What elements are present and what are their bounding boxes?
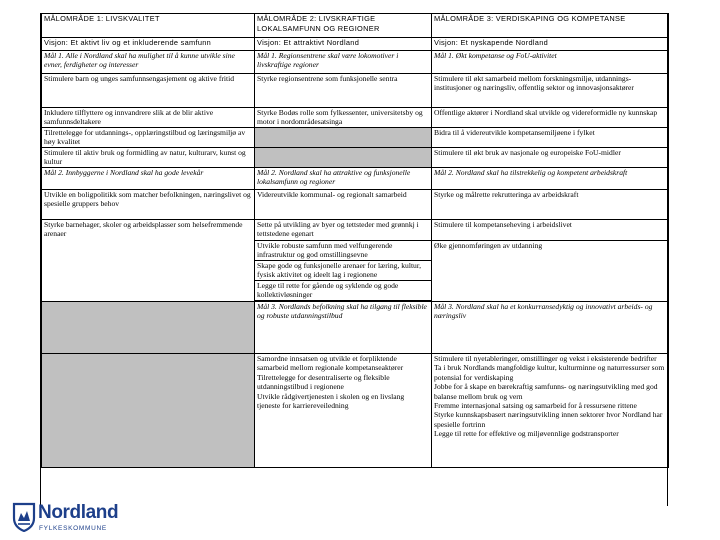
goal3-col3: Mål 3. Nordland skal ha et konkurransedyktig og innovativt arbeids- og næringsliv — [432, 302, 669, 354]
bottom-col3 — [432, 354, 669, 468]
list-item: Styrke kunnskapsbasert næringsutvikling innen sektorer hvor Nordland har spesielle fortrinn — [434, 410, 663, 429]
empty-cell — [255, 128, 432, 148]
table-cell: Styrke og målrette rekrutteringa av arbeidskraft — [432, 190, 669, 220]
goal1-col3: Mål 1. Økt kompetanse og FoU-aktivitet — [432, 51, 669, 74]
list-item: Jobbe for å skape en bærekraftig samfunns- og næringsutvikling med god balanse mellom bruk og vern — [434, 382, 658, 401]
list-item: Fremme internasjonal satsing og samarbeid for å ressursene rittene — [434, 401, 637, 411]
list-item: Samordne innsatsen og utvikle et forpliktende samarbeid mellom regionale kompetanseaktører — [257, 354, 404, 373]
table-cell: Tilrettelegge for utdannings-, opplæringstilbud og læringsmiljø av høy kvalitet — [42, 128, 255, 148]
vision-col2: Visjon: Et attraktivt Nordland — [255, 38, 432, 51]
table-cell: Styrke Bodøs rolle som fylkessenter, universitetsby og motor i nordområdesatsinga — [255, 108, 432, 128]
goal3-col2: Mål 3. Nordlands befolkning skal ha tilgang til fleksible og robuste utdanningstilbud — [255, 302, 432, 354]
goal2-col1: Mål 2. Innbyggerne i Nordland skal ha gode levekår — [42, 168, 255, 190]
table-cell: Stimulere til aktiv bruk og formidling av natur, kulturarv, kunst og kultur — [42, 148, 255, 168]
table-row — [42, 220, 669, 241]
table-cell: Utvikle en boligpolitikk som matcher befolkningen, næringslivet og spesielle gruppers behov — [42, 190, 255, 220]
table-row — [42, 190, 669, 220]
bottom-row — [42, 354, 669, 468]
empty-cell — [42, 354, 255, 468]
table-cell: Bidra til å videreutvikle kompetansemiljøene i fylket — [432, 128, 669, 148]
goal1-col1: Mål 1. Alle i Nordland skal ha mulighet til å kunne utvikle sine evner, ferdigheter og interesser — [42, 51, 255, 74]
logo-name: Nordland — [38, 502, 119, 523]
list-item: Ta i bruk Nordlands mangfoldige kultur, kulturminne og naturressurser som potensial for verdiskaping — [434, 363, 665, 382]
table-cell: Skape gode og funksjonelle arenaer for læring, kultur, fysisk aktivitet og ideelt lag i regionene — [255, 261, 432, 281]
vision-col3: Visjon: Et nyskapende Nordland — [432, 38, 669, 51]
goal3-row — [42, 302, 669, 354]
goal2-col3: Mål 2. Nordland skal ha tilstrekkelig og kompetent arbeidskraft — [432, 168, 669, 190]
vision-row — [42, 38, 669, 51]
goal2-col2: Mål 2. Nordland skal ha attraktive og funksjonelle lokalsamfunn og regioner — [255, 168, 432, 190]
table-cell: Styrke barnehager, skoler og arbeidsplasser som helsefremmende arenaer — [42, 220, 255, 302]
table-row — [42, 128, 669, 148]
table-cell: Utvikle robuste samfunn med velfungerende infrastruktur og god omstillingsevne — [255, 241, 432, 261]
table-cell: Videreutvikle kommunal- og regionalt samarbeid — [255, 190, 432, 220]
goal2-row — [42, 168, 669, 190]
table-row — [42, 148, 669, 168]
table-row — [42, 74, 669, 108]
header-col1: MÅLOMRÅDE 1: LIVSKVALITET — [42, 14, 255, 38]
table-cell: Stimulere til økt bruk av nasjonale og europeiske FoU-midler — [432, 148, 669, 168]
nordland-logo — [12, 500, 142, 538]
table-row — [42, 108, 669, 128]
strategy-table — [41, 13, 669, 468]
table-cell: Stimulere barn og unges samfunnsengasjement og aktive fritid — [42, 74, 255, 108]
empty-cell — [255, 148, 432, 168]
logo-subtitle: FYLKESKOMMUNE — [39, 525, 107, 532]
empty-cell — [42, 302, 255, 354]
header-col2: MÅLOMRÅDE 2: LIVSKRAFTIGE LOKALSAMFUNN OG REGIONER — [255, 14, 432, 38]
table-cell: Stimulere til økt samarbeid mellom forskningsmiljø, utdannings- institusjoner og næringsliv, offentlig sektor og innovasjonsaktører — [432, 74, 669, 108]
table-cell: Øke gjennomføringen av utdanning — [432, 241, 669, 302]
table-cell: Inkludere tilflyttere og innvandrere slik at de blir aktive samfunnsdeltakere — [42, 108, 255, 128]
table-cell: Stimulere til kompetanseheving i arbeidslivet — [432, 220, 669, 241]
shield-icon — [12, 502, 36, 532]
goal1-row — [42, 51, 669, 74]
list-item: Stimulere til nyetableringer, omstillinger og vekst i eksisterende bedrifter — [434, 354, 657, 363]
vision-col1: Visjon: Et aktivt liv og et inkluderende samfunn — [42, 38, 255, 51]
bottom-col2 — [255, 354, 432, 468]
table-cell: Sette på utvikling av byer og tettsteder med grønnkj i tettstedene egenart — [255, 220, 432, 241]
list-item: Legge til rette for effektive og miljøvennlige godstransporter — [434, 429, 619, 439]
header-row — [42, 14, 669, 38]
table-cell: Styrke regionsentrene som funksjonelle sentra — [255, 74, 432, 108]
list-item: Tilrettelegge for desentraliserte og fleksible utdanningstilbud i regionene — [257, 372, 390, 392]
header-col3: MÅLOMRÅDE 3: VERDISKAPING OG KOMPETANSE — [432, 14, 669, 38]
list-item: Utvikle rådgivertjenesten i skolen og en livslang tjeneste for karriereveiledning — [257, 391, 405, 411]
table-cell: Offentlige aktører i Nordland skal utvikle og videreformidle ny kunnskap — [432, 108, 669, 128]
goal1-col2: Mål 1. Regionsentrene skal være lokomotiver i livskraftige regioner — [255, 51, 432, 74]
table-cell: Legge til rette for gående og syklende og gode kollektivløsninger — [255, 281, 432, 301]
